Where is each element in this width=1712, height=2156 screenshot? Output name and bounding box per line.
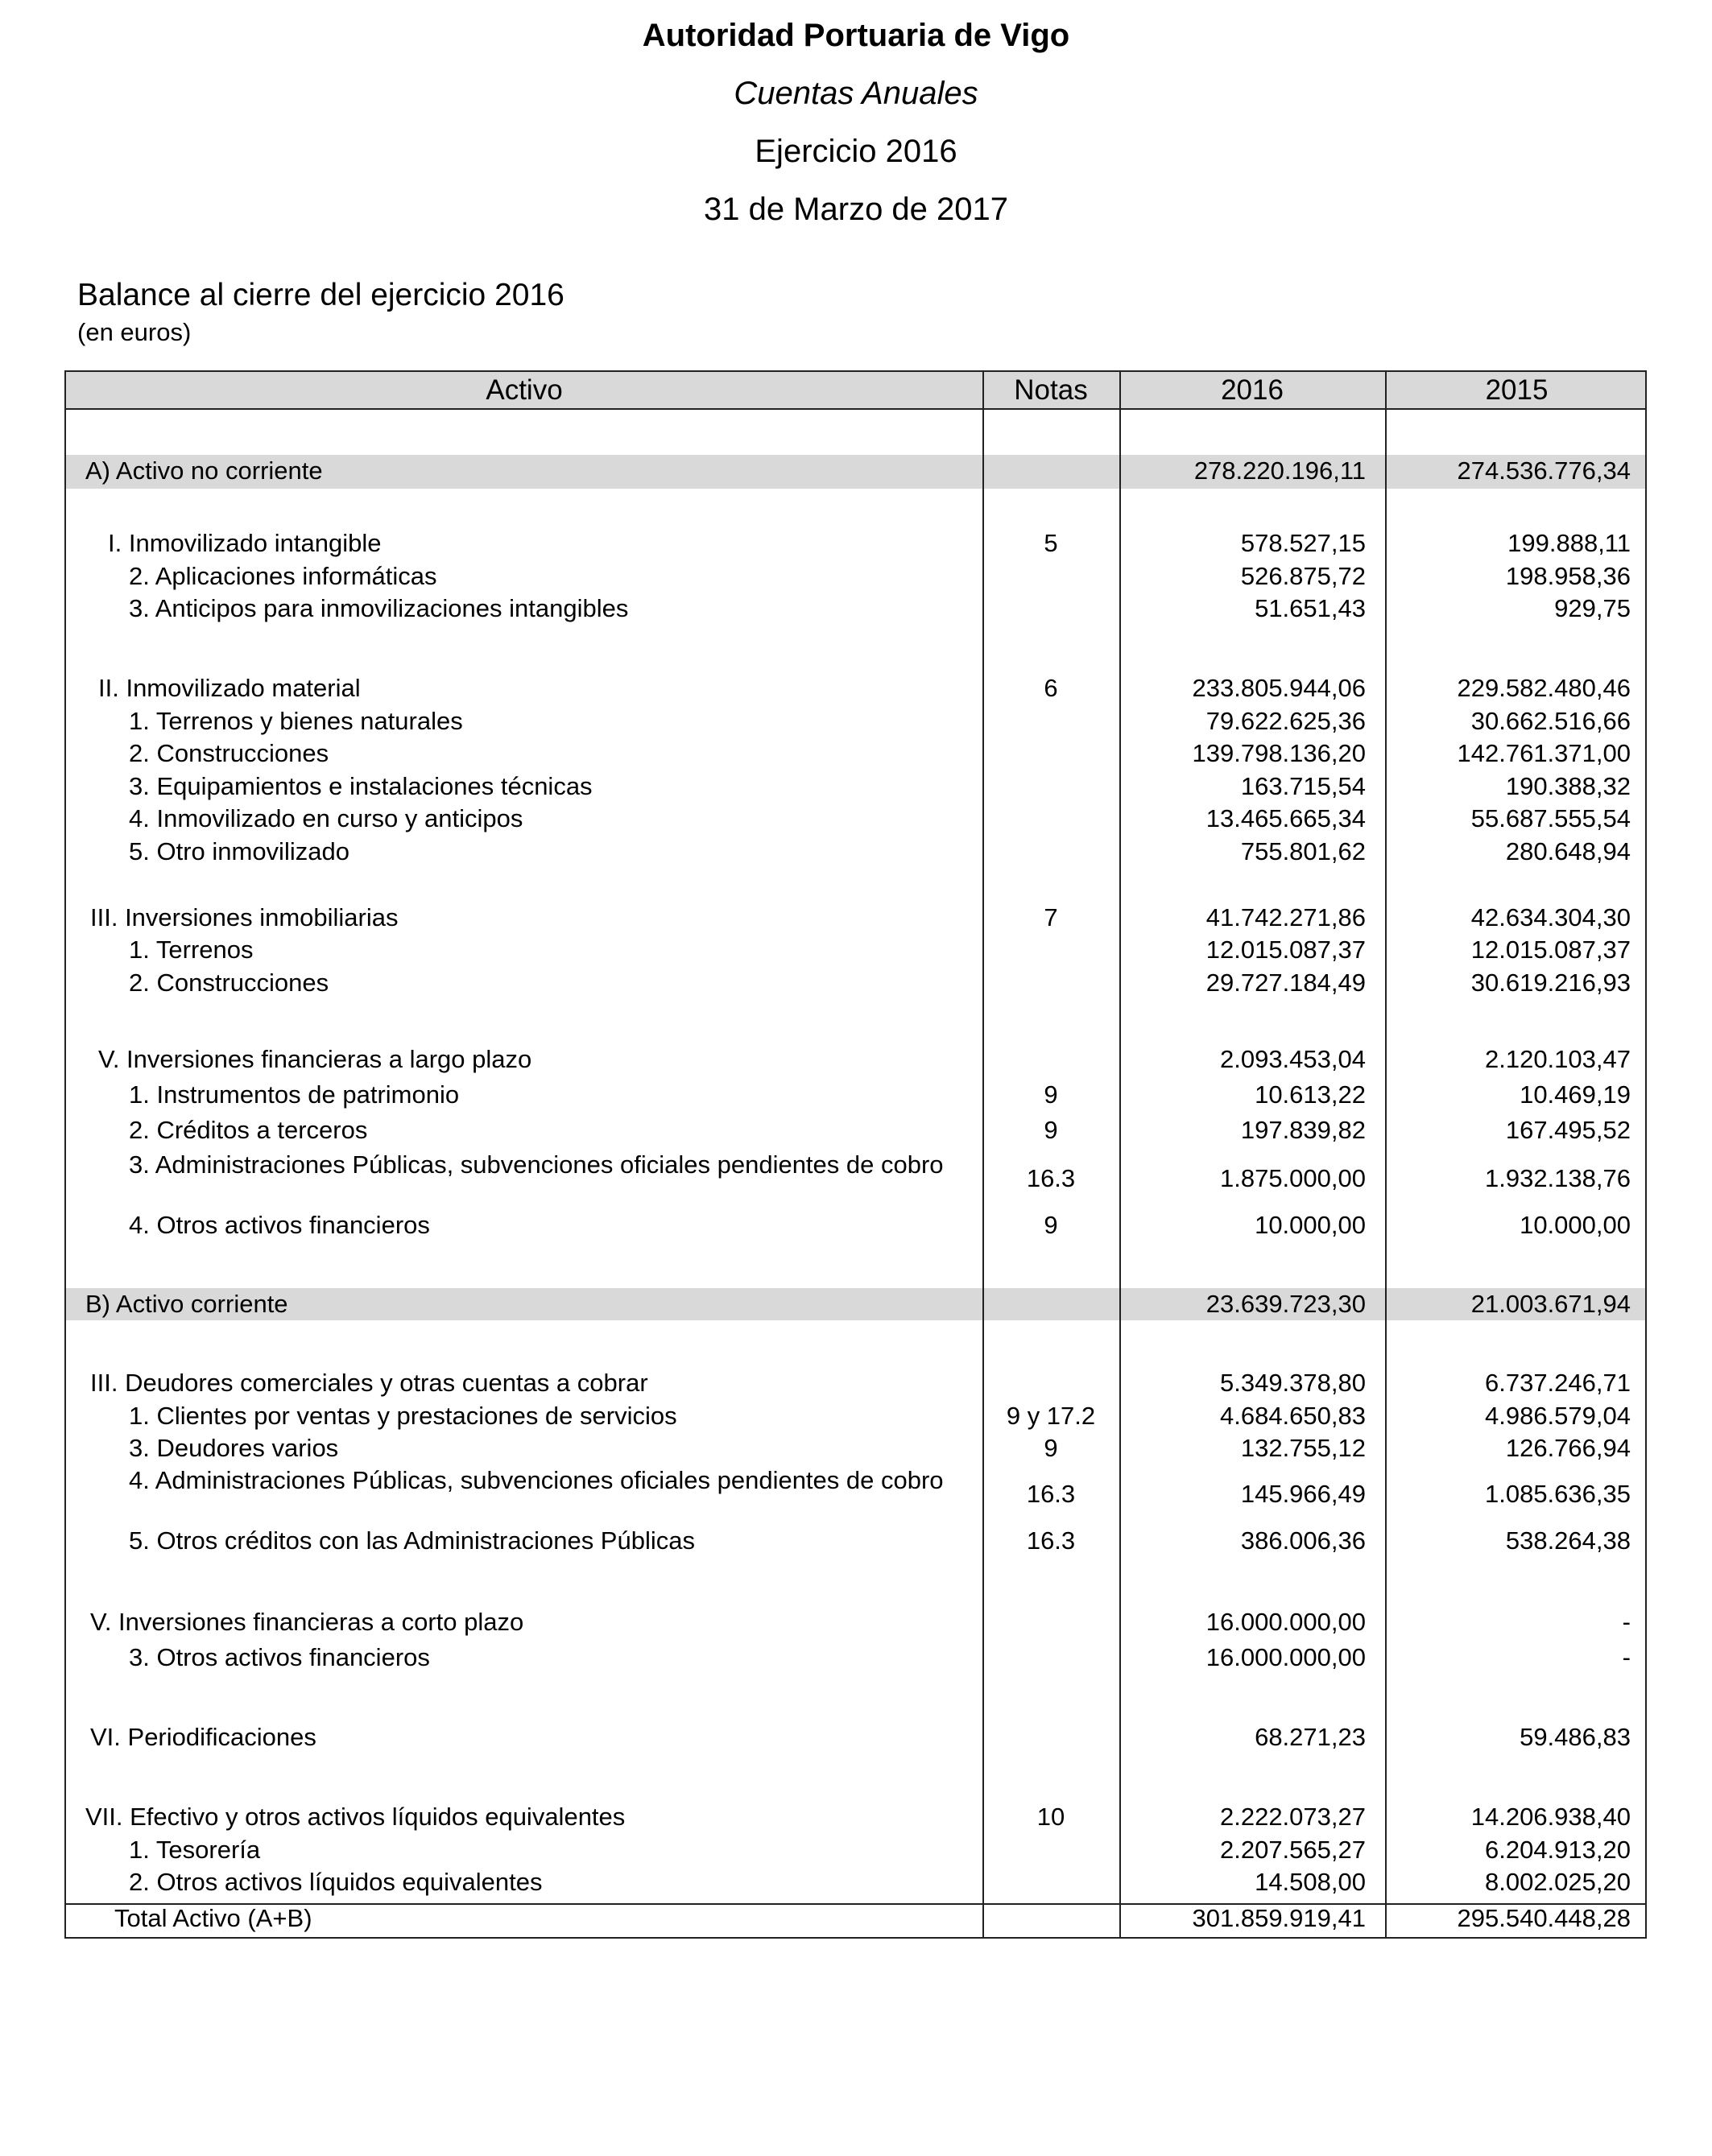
row-label: 1. Tesorería xyxy=(129,1836,261,1864)
document-date: 31 de Marzo de 2017 xyxy=(703,192,1009,227)
document-title: Cuentas Anuales xyxy=(734,76,978,111)
row-value-2015: 538.264,38 xyxy=(1505,1526,1631,1555)
row-label: 2. Construcciones xyxy=(129,969,329,997)
row-value-2016: 14.508,00 xyxy=(1255,1868,1366,1896)
row-value-2015: 30.662.516,66 xyxy=(1470,707,1631,735)
row-label: 1. Terrenos xyxy=(129,936,254,964)
row-label: V. Inversiones financieras a largo plazo xyxy=(98,1045,532,1073)
row-value-2016: 79.622.625,36 xyxy=(1205,707,1366,735)
row-value-2015: 929,75 xyxy=(1554,594,1631,622)
row-value-2015: 10.469,19 xyxy=(1520,1080,1631,1109)
row-nota: 9 y 17.2 xyxy=(1006,1402,1096,1430)
row-label: 3. Otros activos financieros xyxy=(129,1643,430,1671)
row-nota: 16.3 xyxy=(1026,1480,1076,1508)
row-value-2016: 5.349.378,80 xyxy=(1219,1369,1366,1397)
row-value-2016: 526.875,72 xyxy=(1240,562,1366,590)
row-label: III. Inversiones inmobiliarias xyxy=(90,903,399,931)
row-value-2015: 6.737.246,71 xyxy=(1484,1369,1631,1397)
row-value-2016: 139.798.136,20 xyxy=(1192,739,1366,767)
row-value-2015: 142.761.371,00 xyxy=(1457,739,1631,767)
row-value-2015: 10.000,00 xyxy=(1520,1211,1631,1239)
row-value-2016: 41.742.271,86 xyxy=(1205,903,1366,931)
row-nota: 9 xyxy=(1044,1080,1058,1109)
row-value-2015: 42.634.304,30 xyxy=(1470,903,1631,931)
row-label: I. Inmovilizado intangible xyxy=(108,529,382,557)
column-header-activo: Activo xyxy=(486,374,563,406)
row-value-2016: 16.000.000,00 xyxy=(1205,1608,1366,1636)
row-value-2015: 229.582.480,46 xyxy=(1457,674,1631,702)
row-label: 3. Administraciones Públicas, subvenciones oficiales pendientes de cobro xyxy=(129,1150,944,1179)
entity-title: Autoridad Portuaria de Vigo xyxy=(642,18,1070,53)
row-value-2016: 2.222.073,27 xyxy=(1219,1803,1366,1831)
row-nota: 9 xyxy=(1044,1116,1058,1144)
row-nota: 6 xyxy=(1044,674,1058,702)
row-value-2016: 2.093.453,04 xyxy=(1219,1045,1366,1073)
row-value-2015: 1.932.138,76 xyxy=(1484,1164,1631,1192)
row-value-2016: 4.684.650,83 xyxy=(1219,1402,1366,1430)
balance-table xyxy=(64,370,1647,1939)
row-value-2015: 167.495,52 xyxy=(1505,1116,1631,1144)
row-value-2016: 13.465.665,34 xyxy=(1205,804,1366,832)
row-label: 5. Otros créditos con las Administraciones Públicas xyxy=(129,1526,695,1555)
row-value-2015: 1.085.636,35 xyxy=(1484,1480,1631,1508)
header-divider xyxy=(66,408,1645,410)
row-value-2016: 2.207.565,27 xyxy=(1219,1836,1366,1864)
row-value-2016: 301.859.919,41 xyxy=(1192,1904,1366,1932)
row-label: III. Deudores comerciales y otras cuentas a cobrar xyxy=(90,1369,648,1397)
row-label: II. Inmovilizado material xyxy=(98,674,361,702)
row-value-2016: 163.715,54 xyxy=(1240,772,1366,800)
row-label: V. Inversiones financieras a corto plazo xyxy=(90,1608,524,1636)
row-label: 3. Deudores varios xyxy=(129,1434,339,1462)
table-row xyxy=(66,1465,1645,1530)
row-value-2016: 145.966,49 xyxy=(1240,1480,1366,1508)
row-label: VI. Periodificaciones xyxy=(90,1723,316,1751)
column-header-notas: Notas xyxy=(1014,374,1088,406)
row-nota: 16.3 xyxy=(1026,1164,1076,1192)
row-label: 3. Equipamientos e instalaciones técnicas xyxy=(129,772,593,800)
row-value-2015: 12.015.087,37 xyxy=(1470,936,1631,964)
column-header-2015: 2015 xyxy=(1485,374,1549,406)
row-value-2015: 198.958,36 xyxy=(1505,562,1631,590)
row-value-2016: 51.651,43 xyxy=(1255,594,1366,622)
row-label: 3. Anticipos para inmovilizaciones intangibles xyxy=(129,594,629,622)
table-row xyxy=(66,1150,1645,1214)
row-value-2016: 386.006,36 xyxy=(1240,1526,1366,1555)
row-nota: 9 xyxy=(1044,1211,1058,1239)
row-value-2015: 21.003.671,94 xyxy=(1470,1290,1631,1318)
row-value-2015: 8.002.025,20 xyxy=(1484,1868,1631,1896)
row-label: 1. Terrenos y bienes naturales xyxy=(129,707,463,735)
row-value-2015: - xyxy=(1622,1643,1631,1671)
row-label: 1. Clientes por ventas y prestaciones de servicios xyxy=(129,1402,677,1430)
row-value-2015: 2.120.103,47 xyxy=(1484,1045,1631,1073)
statement-title: Balance al cierre del ejercicio 2016 xyxy=(77,278,564,312)
row-label: 2. Créditos a terceros xyxy=(129,1116,368,1144)
row-label: 2. Construcciones xyxy=(129,739,329,767)
row-value-2016: 1.875.000,00 xyxy=(1219,1164,1366,1192)
row-label: 2. Otros activos líquidos equivalentes xyxy=(129,1868,543,1896)
row-value-2015: 6.204.913,20 xyxy=(1484,1836,1631,1864)
row-label: 1. Instrumentos de patrimonio xyxy=(129,1080,460,1109)
fiscal-year: Ejercicio 2016 xyxy=(755,134,957,169)
row-value-2016: 10.613,22 xyxy=(1255,1080,1366,1109)
row-label: VII. Efectivo y otros activos líquidos equivalentes xyxy=(85,1803,626,1831)
row-value-2016: 755.801,62 xyxy=(1240,837,1366,865)
row-nota: 9 xyxy=(1044,1434,1058,1462)
row-value-2015: 126.766,94 xyxy=(1505,1434,1631,1462)
row-value-2015: 274.536.776,34 xyxy=(1457,456,1631,485)
row-label: Total Activo (A+B) xyxy=(114,1904,312,1932)
row-nota: 5 xyxy=(1044,529,1058,557)
row-label: 4. Administraciones Públicas, subvenciones oficiales pendientes de cobro xyxy=(129,1466,944,1494)
row-value-2016: 10.000,00 xyxy=(1255,1211,1366,1239)
row-value-2016: 23.639.723,30 xyxy=(1205,1290,1366,1318)
row-value-2016: 233.805.944,06 xyxy=(1192,674,1366,702)
row-nota: 16.3 xyxy=(1026,1526,1076,1555)
row-label: A) Activo no corriente xyxy=(85,456,323,485)
column-header-2016: 2016 xyxy=(1221,374,1284,406)
row-value-2016: 278.220.196,11 xyxy=(1193,456,1366,485)
row-label: 2. Aplicaciones informáticas xyxy=(129,562,437,590)
row-label: 4. Inmovilizado en curso y anticipos xyxy=(129,804,523,832)
row-value-2015: 199.888,11 xyxy=(1507,529,1631,557)
row-value-2015: - xyxy=(1622,1608,1631,1636)
row-value-2015: 4.986.579,04 xyxy=(1484,1402,1631,1430)
row-value-2015: 30.619.216,93 xyxy=(1470,969,1631,997)
row-value-2016: 16.000.000,00 xyxy=(1205,1643,1366,1671)
row-value-2015: 190.388,32 xyxy=(1505,772,1631,800)
row-value-2015: 55.687.555,54 xyxy=(1470,804,1631,832)
row-value-2015: 14.206.938,40 xyxy=(1470,1803,1631,1831)
row-label: B) Activo corriente xyxy=(85,1290,288,1318)
statement-units: (en euros) xyxy=(77,318,192,346)
row-nota: 10 xyxy=(1036,1803,1065,1831)
row-value-2016: 68.271,23 xyxy=(1255,1723,1366,1751)
row-value-2016: 197.839,82 xyxy=(1240,1116,1366,1144)
row-value-2015: 280.648,94 xyxy=(1505,837,1631,865)
row-value-2015: 59.486,83 xyxy=(1520,1723,1631,1751)
row-value-2016: 132.755,12 xyxy=(1240,1434,1366,1462)
row-label: 5. Otro inmovilizado xyxy=(129,837,349,865)
row-nota: 7 xyxy=(1044,903,1058,931)
row-label: 4. Otros activos financieros xyxy=(129,1211,430,1239)
row-value-2016: 29.727.184,49 xyxy=(1205,969,1366,997)
row-value-2016: 578.527,15 xyxy=(1240,529,1366,557)
row-value-2016: 12.015.087,37 xyxy=(1205,936,1366,964)
row-value-2015: 295.540.448,28 xyxy=(1457,1904,1631,1932)
